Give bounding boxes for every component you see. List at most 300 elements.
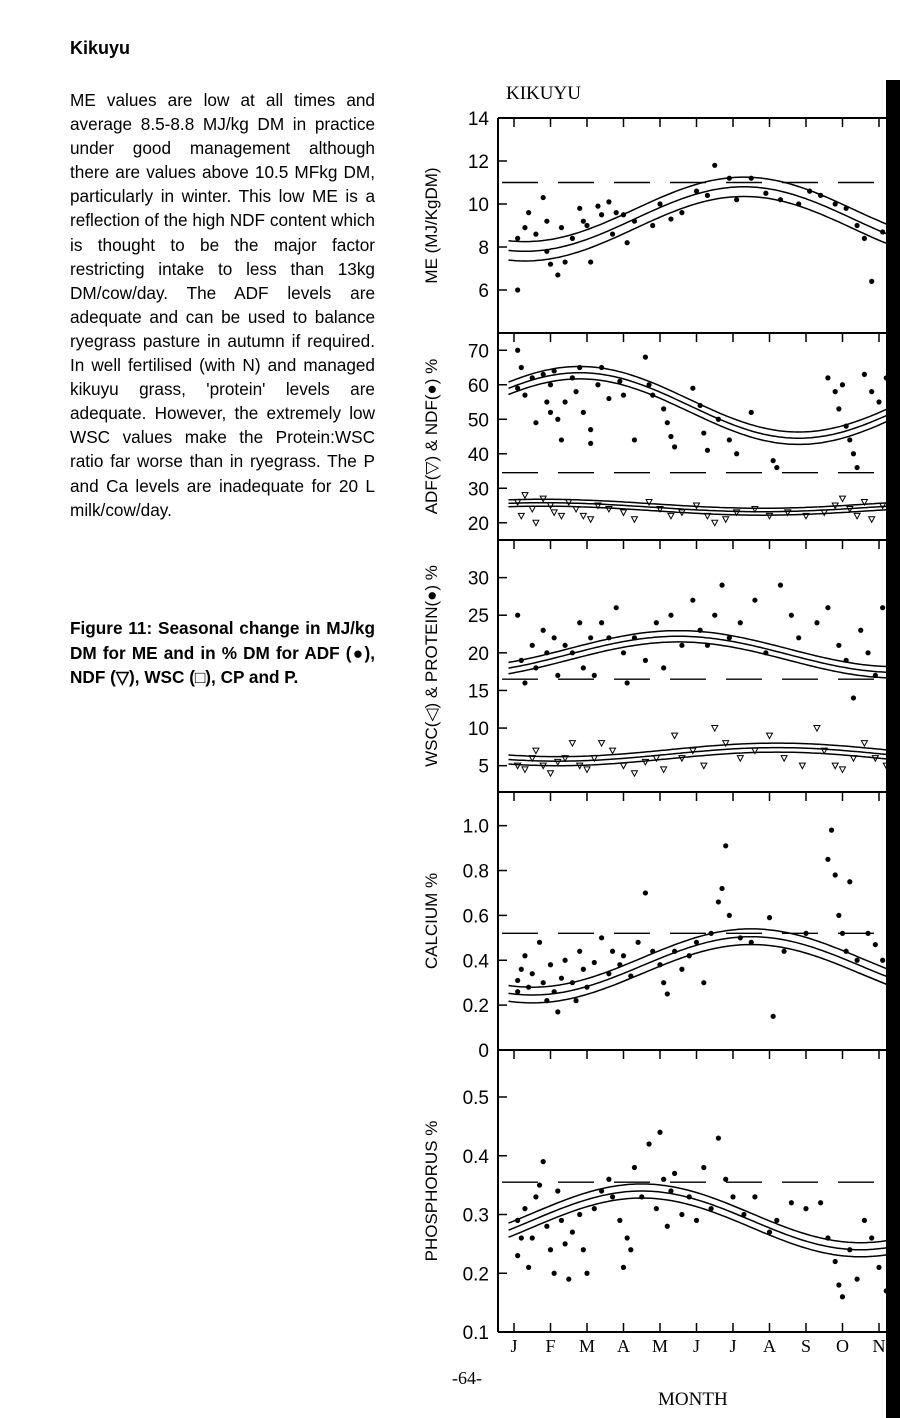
data-point (665, 1224, 670, 1229)
data-point (727, 913, 732, 918)
data-point (552, 368, 557, 373)
data-point (818, 1200, 823, 1205)
data-point (584, 767, 590, 773)
data-point (555, 1188, 560, 1193)
data-point (599, 365, 604, 370)
data-point (657, 201, 662, 206)
data-point (570, 1230, 575, 1235)
data-point (796, 635, 801, 640)
data-point (716, 899, 721, 904)
data-point (679, 967, 684, 972)
data-point (840, 767, 846, 773)
data-point (690, 598, 695, 603)
data-point (803, 1206, 808, 1211)
data-point (614, 605, 619, 610)
data-point (541, 628, 546, 633)
data-point (533, 748, 539, 754)
data-point (529, 506, 535, 512)
y-axis-label: WSC(◁) & PROTEIN(●) % (422, 565, 441, 767)
data-point (614, 210, 619, 215)
data-point (778, 197, 783, 202)
data-point (515, 1218, 520, 1223)
data-point (643, 355, 648, 360)
data-point (625, 680, 630, 685)
data-point (705, 448, 710, 453)
data-point (840, 931, 845, 936)
data-point (840, 1294, 845, 1299)
data-point (782, 949, 787, 954)
data-point (544, 1224, 549, 1229)
data-point (642, 759, 648, 765)
data-point (661, 406, 666, 411)
data-point (541, 195, 546, 200)
month-label: O (836, 1336, 849, 1356)
data-point (844, 206, 849, 211)
data-point (873, 942, 878, 947)
regression-curve (509, 945, 900, 1003)
data-point (541, 1159, 546, 1164)
data-point (690, 386, 695, 391)
data-point (836, 913, 841, 918)
data-point (526, 985, 531, 990)
y-tick-label: 6 (478, 281, 489, 302)
data-point (836, 1282, 841, 1287)
data-point (577, 1212, 582, 1217)
y-tick-label: 5 (478, 756, 489, 778)
y-tick-label: 10 (467, 719, 489, 741)
data-point (581, 665, 586, 670)
data-point (621, 650, 626, 655)
data-point (552, 989, 557, 994)
data-point (672, 733, 678, 739)
data-point (522, 1206, 527, 1211)
data-point (701, 1165, 706, 1170)
data-point (643, 890, 648, 895)
data-point (555, 1009, 560, 1014)
data-point (646, 382, 651, 387)
y-tick-label: 30 (467, 479, 489, 501)
data-point (840, 382, 845, 387)
data-point (712, 163, 717, 168)
data-point (774, 1218, 779, 1223)
y-tick-label: 8 (478, 238, 489, 259)
data-point (767, 513, 773, 519)
data-point (570, 236, 575, 241)
data-point (610, 949, 615, 954)
month-label: F (545, 1336, 556, 1356)
data-point (869, 1235, 874, 1240)
data-point (701, 430, 706, 435)
data-point (548, 771, 554, 777)
data-point (526, 210, 531, 215)
data-point (555, 673, 560, 678)
data-point (844, 424, 849, 429)
month-label: A (617, 1336, 630, 1356)
data-point (767, 915, 772, 920)
y-tick-label: 0.6 (462, 906, 489, 928)
data-point (661, 665, 666, 670)
data-point (698, 628, 703, 633)
data-point (631, 517, 637, 523)
y-tick-label: 0.2 (462, 996, 489, 1018)
data-point (519, 1235, 524, 1240)
data-point (862, 372, 867, 377)
data-point (621, 393, 626, 398)
y-tick-label: 70 (467, 341, 489, 363)
data-point (862, 1218, 867, 1223)
data-point (632, 635, 637, 640)
data-point (712, 520, 718, 526)
data-point (672, 444, 677, 449)
data-point (563, 643, 568, 648)
data-point (522, 767, 528, 773)
data-point (563, 259, 568, 264)
month-label: N (872, 1336, 886, 1356)
data-point (537, 940, 542, 945)
data-point (734, 451, 739, 456)
month-label: M (651, 1336, 669, 1356)
data-point (519, 658, 524, 663)
data-point (709, 1206, 714, 1211)
data-point (679, 643, 684, 648)
data-point (661, 1177, 666, 1182)
data-point (628, 1247, 633, 1252)
data-point (694, 189, 699, 194)
data-point (537, 1183, 542, 1188)
data-point (552, 635, 557, 640)
data-point (625, 240, 630, 245)
data-point (869, 279, 874, 284)
data-point (668, 613, 673, 618)
data-point (632, 1165, 637, 1170)
data-point (734, 197, 739, 202)
data-point (599, 935, 604, 940)
month-label: A (763, 1336, 776, 1356)
data-point (818, 193, 823, 198)
data-point (737, 756, 743, 762)
data-point (861, 741, 867, 747)
data-point (599, 620, 604, 625)
data-point (873, 673, 878, 678)
data-point (650, 223, 655, 228)
data-point (738, 620, 743, 625)
data-point (833, 1259, 838, 1264)
data-point (570, 375, 575, 380)
data-point (771, 458, 776, 463)
data-point (515, 386, 520, 391)
y-axis-label: ME (MJ/KgDM) (422, 167, 441, 284)
data-point (796, 201, 801, 206)
data-point (862, 236, 867, 241)
y-tick-label: 0 (478, 1041, 489, 1062)
data-point (847, 879, 852, 884)
data-point (544, 998, 549, 1003)
data-point (631, 771, 637, 777)
data-point (865, 650, 870, 655)
data-point (727, 176, 732, 181)
y-tick-label: 20 (467, 513, 489, 535)
y-tick-label: 14 (467, 109, 489, 130)
data-point (530, 971, 535, 976)
data-point (592, 1206, 597, 1211)
data-point (763, 191, 768, 196)
data-point (617, 962, 622, 967)
data-point (577, 620, 582, 625)
data-point (559, 976, 564, 981)
data-point (552, 1271, 557, 1276)
data-point (701, 763, 707, 769)
data-point (548, 410, 553, 415)
data-point (712, 613, 717, 618)
data-point (694, 940, 699, 945)
data-point (548, 962, 553, 967)
data-point (705, 193, 710, 198)
data-point (869, 517, 875, 523)
data-point (719, 886, 724, 891)
data-point (533, 232, 538, 237)
data-point (847, 1247, 852, 1252)
data-point (876, 1265, 881, 1270)
data-point (803, 931, 808, 936)
data-point (825, 375, 830, 380)
body-paragraph: ME values are low at all times and average 8.5-8.8 MJ/kg DM in practice under good management although there are values above 10.5 MFkg DM, particularly in winter. This low ME is a reflection of the high NDF content which is thought to be the major factor restricting intake to less than 13kg DM/cow/day. The ADF levels are adequate and can be used to balance ryegrass pasture in autumn if required. In well fertilised (with N) and managed kikuyu grass, 'protein' levels are adequate. However, the extremely low WSC values make the Protein:WSC ratio far worse than in ryegrass. The P and Ca levels are inadequate for 20 L milk/cow/day. (70, 90, 375, 520)
data-point (548, 382, 553, 387)
data-point (844, 658, 849, 663)
y-axis-label: CALCIUM % (422, 872, 441, 970)
figure-caption: Figure 11: Seasonal change in MJ/kg DM for ME and in % DM for ADF (●), NDF (▽), WSC (□), CP and P. (70, 618, 375, 687)
data-point (621, 1265, 626, 1270)
month-label: J (510, 1336, 518, 1356)
data-point (533, 420, 538, 425)
chart-title: KIKUYU (506, 83, 581, 104)
regression-curve (509, 631, 900, 667)
y-tick-label: 10 (467, 195, 489, 216)
y-tick-label: 50 (467, 410, 489, 432)
data-point (522, 493, 528, 499)
data-point (719, 583, 724, 588)
data-point (610, 748, 616, 754)
data-point (869, 389, 874, 394)
y-tick-label: 25 (467, 606, 489, 628)
data-point (829, 828, 834, 833)
data-point (581, 219, 586, 224)
y-tick-label: 0.3 (462, 1205, 489, 1227)
data-point (836, 643, 841, 648)
data-point (563, 399, 568, 404)
y-tick-label: 0.8 (462, 861, 489, 883)
data-point (716, 1136, 721, 1141)
data-point (584, 223, 589, 228)
data-point (599, 1188, 604, 1193)
data-point (515, 978, 520, 983)
data-point (548, 1247, 553, 1252)
y-axis-label: ADF(▽) & NDF(●) % (422, 358, 441, 515)
data-point (573, 389, 578, 394)
data-point (559, 1218, 564, 1223)
data-point (621, 953, 626, 958)
y-tick-label: 0.5 (462, 1088, 489, 1109)
data-point (530, 643, 535, 648)
data-point (555, 272, 560, 277)
data-point (650, 393, 655, 398)
data-point (847, 437, 852, 442)
data-point (625, 1235, 630, 1240)
data-point (588, 259, 593, 264)
data-point (814, 620, 819, 625)
data-point (584, 1271, 589, 1276)
data-point (610, 232, 615, 237)
data-point (577, 206, 582, 211)
y-tick-label: 20 (467, 643, 489, 665)
data-point (518, 513, 524, 519)
data-point (701, 980, 706, 985)
y-tick-label: 60 (467, 375, 489, 397)
data-point (727, 437, 732, 442)
data-point (555, 759, 561, 765)
data-point (632, 437, 637, 442)
data-point (876, 399, 881, 404)
data-point (865, 931, 870, 936)
data-point (767, 1230, 772, 1235)
data-point (581, 1247, 586, 1252)
data-point (522, 953, 527, 958)
data-point (522, 393, 527, 398)
data-point (665, 991, 670, 996)
regression-curve (509, 187, 900, 252)
data-point (515, 989, 520, 994)
regression-curve (509, 177, 900, 242)
data-point (833, 872, 838, 877)
data-point (657, 1130, 662, 1135)
section-heading: Kikuyu (70, 38, 131, 58)
data-point (515, 348, 520, 353)
data-point (851, 451, 856, 456)
data-point (668, 1188, 673, 1193)
data-point (723, 1177, 728, 1182)
data-point (559, 437, 564, 442)
month-label: S (800, 1336, 812, 1356)
data-point (654, 620, 659, 625)
y-tick-label: 40 (467, 444, 489, 466)
data-point (836, 406, 841, 411)
data-point (694, 1218, 699, 1223)
data-point (771, 1014, 776, 1019)
data-point (825, 857, 830, 862)
data-point (515, 613, 520, 618)
data-point (855, 223, 860, 228)
data-point (515, 287, 520, 292)
data-point (541, 980, 546, 985)
data-point (551, 510, 557, 516)
data-point (621, 763, 627, 769)
data-point (533, 665, 538, 670)
data-point (595, 382, 600, 387)
data-point (855, 1277, 860, 1282)
data-point (738, 935, 743, 940)
data-point (515, 1253, 520, 1258)
month-label: J (692, 1336, 701, 1356)
data-point (807, 189, 812, 194)
data-point (599, 741, 605, 747)
data-point (563, 958, 568, 963)
data-point (672, 1171, 677, 1176)
data-point (592, 960, 597, 965)
data-point (723, 843, 728, 848)
y-tick-label: 30 (467, 568, 489, 590)
data-point (606, 635, 611, 640)
data-point (522, 680, 527, 685)
y-tick-label: 1.0 (462, 816, 489, 838)
data-point (584, 985, 589, 990)
data-point (749, 940, 754, 945)
data-point (687, 953, 692, 958)
data-point (665, 420, 670, 425)
data-point (698, 403, 703, 408)
data-point (643, 658, 648, 663)
data-point (741, 1212, 746, 1217)
data-point (621, 212, 626, 217)
data-point (581, 410, 586, 415)
y-tick-label: 0.4 (462, 1146, 489, 1168)
y-tick-label: 0.2 (462, 1264, 489, 1286)
data-point (730, 1194, 735, 1199)
data-point (723, 517, 729, 523)
data-point (570, 980, 575, 985)
data-point (606, 1177, 611, 1182)
data-point (588, 635, 593, 640)
data-point (840, 496, 846, 502)
regression-curve (509, 197, 900, 262)
data-point (858, 628, 863, 633)
data-point (563, 1241, 568, 1246)
data-point (844, 949, 849, 954)
data-point (668, 434, 673, 439)
data-point (814, 726, 820, 732)
data-point (833, 201, 838, 206)
month-label: M (578, 1336, 596, 1356)
data-point (855, 465, 860, 470)
data-point (541, 372, 546, 377)
data-point (580, 513, 586, 519)
data-point (727, 635, 732, 640)
y-axis-label: PHOSPHORUS % (422, 1120, 441, 1262)
data-point (851, 695, 856, 700)
data-point (672, 949, 677, 954)
data-point (559, 225, 564, 230)
regression-curve (509, 367, 900, 433)
data-point (548, 262, 553, 267)
data-point (661, 767, 667, 773)
data-point (632, 219, 637, 224)
data-point (789, 613, 794, 618)
data-point (569, 741, 575, 747)
data-point (544, 249, 549, 254)
data-point (621, 510, 627, 516)
data-point (544, 650, 549, 655)
data-point (679, 1212, 684, 1217)
regression-curve (509, 636, 900, 672)
data-point (749, 176, 754, 181)
data-point (533, 520, 539, 526)
data-point (581, 967, 586, 972)
data-point (657, 962, 662, 967)
scan-edge-shadow (886, 80, 900, 1418)
page-number: -64- (452, 1368, 482, 1388)
data-point (592, 673, 597, 678)
data-point (880, 605, 885, 610)
data-point (558, 513, 564, 519)
data-point (752, 598, 757, 603)
